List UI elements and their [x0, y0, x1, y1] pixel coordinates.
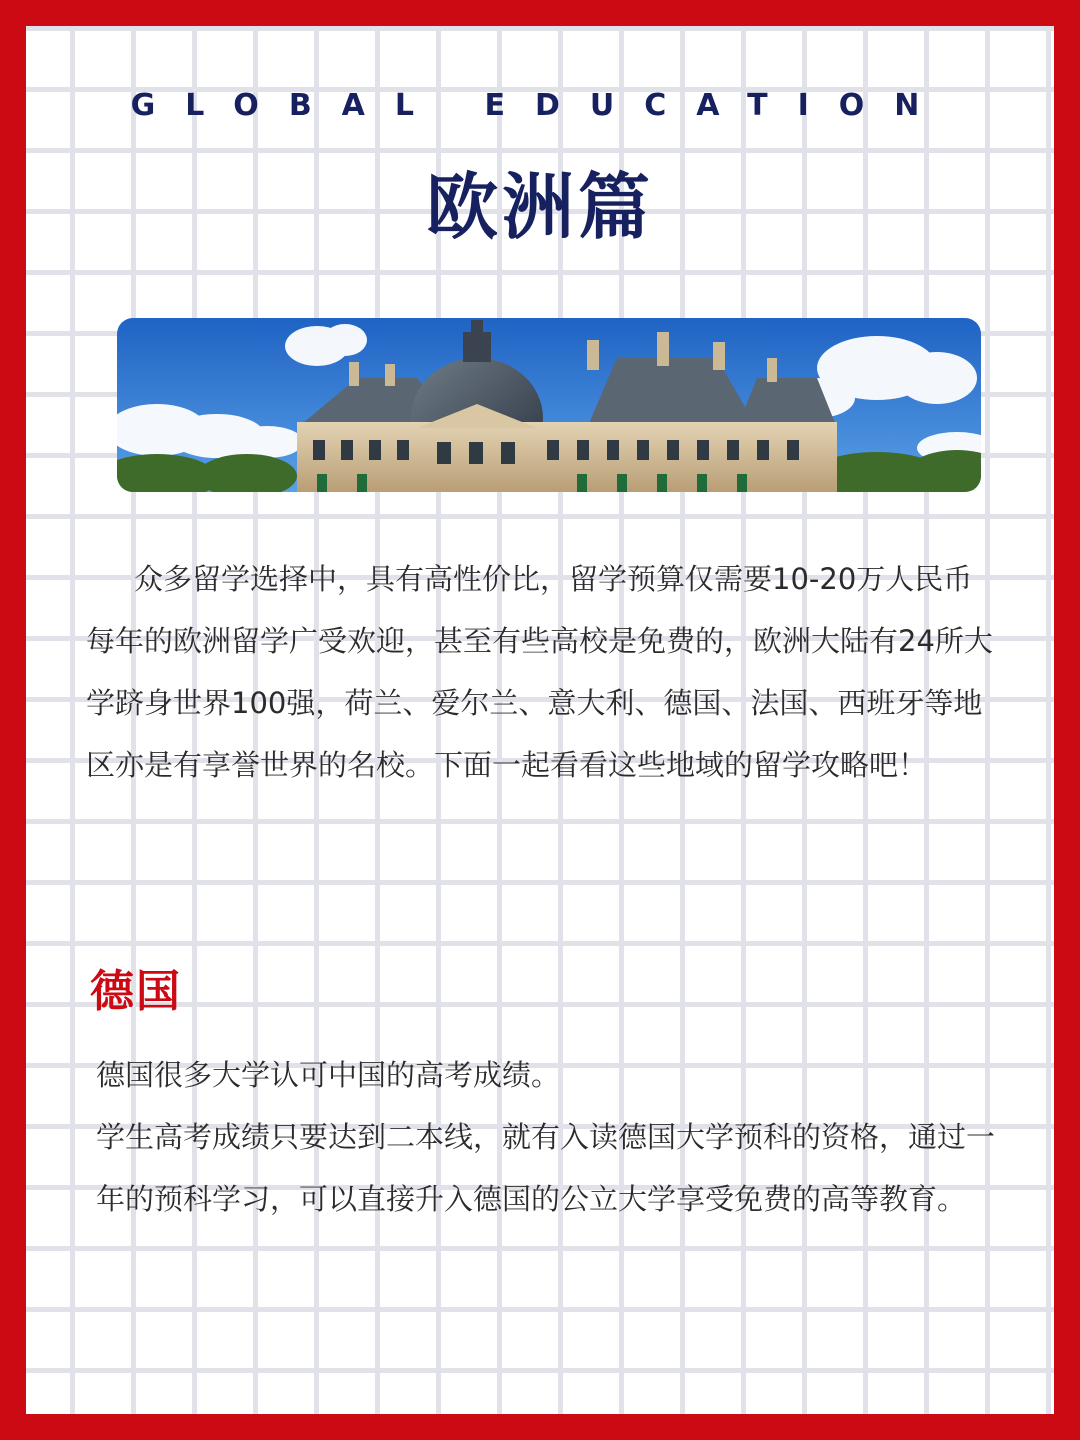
left-ticket-notch	[0, 320, 24, 368]
section-title-germany: 德国	[90, 966, 182, 1017]
eyebrow-heading: GLOBAL EDUCATION	[130, 88, 950, 123]
chateau-photo	[117, 318, 981, 492]
section-body-germany	[96, 1044, 1000, 1230]
right-ticket-notch	[1056, 320, 1080, 368]
intro-paragraph: 众多留学选择中，具有高性价比，留学预算仅需要10-20万人民币每年的欧洲留学广受欢迎，甚至有些高校是免费的，欧洲大陆有24所大学跻身世界100强，荷兰、爱尔兰、意大利、德国、法国、西班牙等地区亦是有享誉世界的名校。下面一起看看这些地域的留学攻略吧！	[86, 562, 993, 782]
section-paragraph: 德国很多大学认可中国的高考成绩。	[96, 1058, 561, 1092]
section-paragraph: 学生高考成绩只要达到二本线，就有入读德国大学预科的资格，通过一年的预科学习，可以直接升入德国的公立大学享受免费的高等教育。	[96, 1120, 996, 1216]
page-title: 欧洲篇	[425, 165, 654, 249]
